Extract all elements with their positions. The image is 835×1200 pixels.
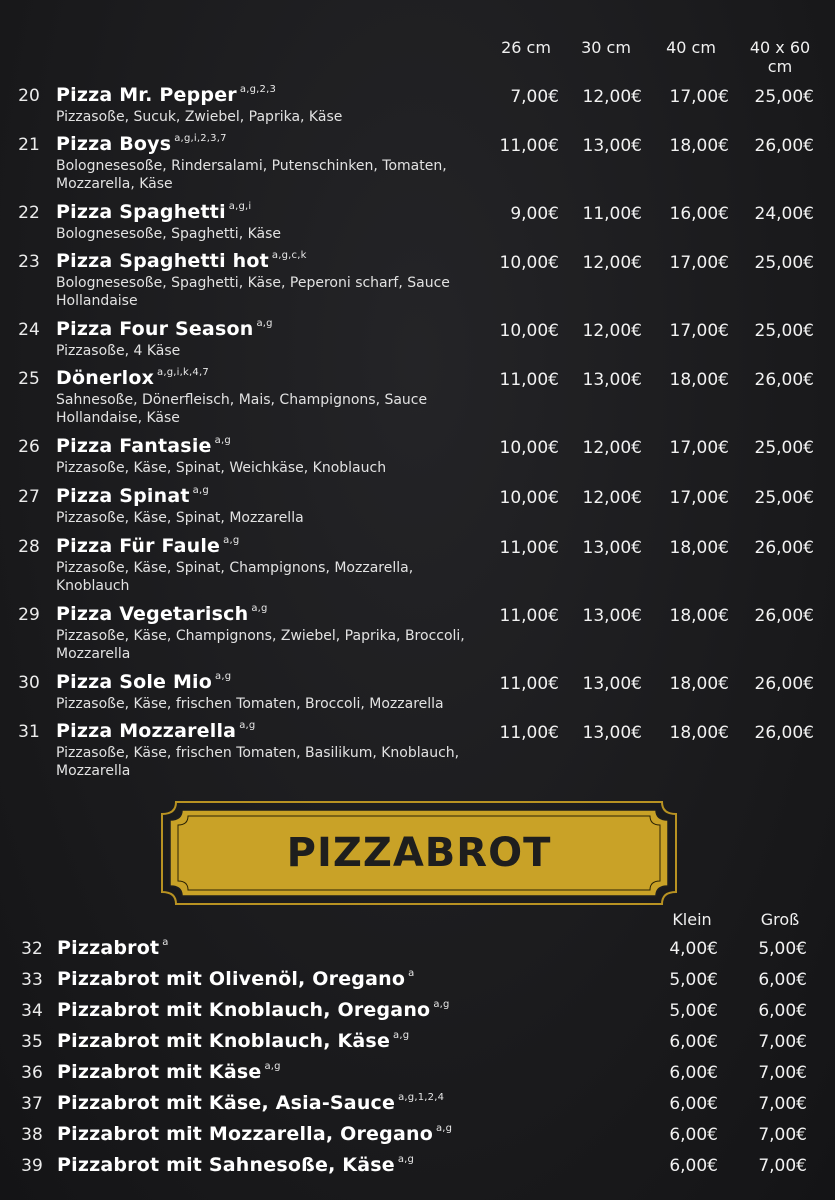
item-description: Pizzasoße, Käse, Champignons, Zwiebel, Paprika, Broccoli, Mozzarella	[56, 628, 465, 662]
item-name-text: Pizza Boys	[56, 133, 172, 155]
size-label: 30 cm	[581, 38, 631, 57]
allergen-codes: a,g,i	[228, 201, 252, 212]
item-number: 37	[21, 1094, 43, 1114]
allergen-codes: a,g	[256, 318, 273, 329]
price-40x60cm: 24,00€	[754, 204, 814, 224]
item-name	[57, 1061, 281, 1083]
price-gross: 6,00€	[758, 1001, 807, 1021]
price-40cm: 16,00€	[669, 204, 729, 224]
price-40cm: 17,00€	[669, 438, 729, 458]
item-name-text: Pizzabrot mit Käse	[57, 1061, 262, 1083]
item-number: 32	[21, 939, 43, 959]
allergen-codes: a,g	[223, 535, 240, 546]
item-name-text: Pizza Mr. Pepper	[56, 84, 237, 106]
menu-item	[0, 201, 835, 250]
item-number: 21	[18, 135, 40, 155]
price-gross: 7,00€	[758, 1125, 807, 1145]
price-26cm: 10,00€	[499, 321, 559, 341]
item-name	[56, 603, 268, 625]
price-26cm: 11,00€	[499, 136, 559, 156]
price-40x60cm: 26,00€	[754, 136, 814, 156]
item-number: 28	[18, 537, 40, 557]
menu-item	[0, 84, 835, 133]
menu-item	[0, 1154, 835, 1185]
price-30cm: 12,00€	[582, 87, 642, 107]
price-30cm: 11,00€	[582, 204, 642, 224]
menu-item	[0, 535, 835, 603]
item-description: Pizzasoße, Käse, frischen Tomaten, Broccoli, Mozzarella	[56, 696, 444, 712]
price-26cm: 7,00€	[510, 87, 559, 107]
price-40cm: 18,00€	[669, 538, 729, 558]
price-gross: 7,00€	[758, 1063, 807, 1083]
price-40cm: 18,00€	[669, 723, 729, 743]
menu-item	[0, 250, 835, 318]
menu-item	[0, 603, 835, 671]
item-description: Pizzasoße, Käse, Spinat, Mozzarella	[56, 510, 304, 526]
price-30cm: 13,00€	[582, 723, 642, 743]
item-number: 26	[18, 437, 40, 457]
size-label: 40 x 60 cm	[749, 38, 811, 76]
item-name	[57, 1154, 414, 1176]
price-klein: 5,00€	[669, 970, 718, 990]
item-name-text: Pizzabrot mit Olivenöl, Oregano	[57, 968, 406, 990]
item-number: 20	[18, 86, 40, 106]
item-number: 30	[18, 673, 40, 693]
item-name	[56, 201, 251, 223]
menu-item	[0, 671, 835, 720]
item-number: 22	[18, 203, 40, 223]
allergen-codes: a,g	[251, 603, 268, 614]
price-klein: 6,00€	[669, 1156, 718, 1176]
price-30cm: 13,00€	[582, 538, 642, 558]
price-26cm: 11,00€	[499, 370, 559, 390]
price-40x60cm: 26,00€	[754, 370, 814, 390]
price-40x60cm: 25,00€	[754, 438, 814, 458]
allergen-codes: a,g	[393, 1030, 410, 1041]
item-number: 33	[21, 970, 43, 990]
menu-item	[0, 1061, 835, 1092]
allergen-codes: a,g,1,2,4	[398, 1092, 445, 1103]
item-name-text: Pizza Für Faule	[56, 535, 221, 557]
item-name-text: Pizza Four Season	[56, 318, 254, 340]
price-gross: 7,00€	[758, 1032, 807, 1052]
allergen-codes: a,g,2,3	[239, 84, 277, 95]
price-40cm: 17,00€	[669, 87, 729, 107]
price-gross: 6,00€	[758, 970, 807, 990]
item-name	[56, 250, 307, 272]
price-klein: 6,00€	[669, 1032, 718, 1052]
size-label: Klein	[672, 910, 712, 929]
price-klein: 5,00€	[669, 1001, 718, 1021]
item-name	[56, 485, 209, 507]
size-label: 26 cm	[501, 38, 551, 57]
allergen-codes: a,g	[397, 1154, 415, 1165]
item-description: Sahnesoße, Dönerfleisch, Mais, Champignons, Sauce Hollandaise, Käse	[56, 392, 428, 426]
item-name	[57, 999, 450, 1021]
item-number: 23	[18, 252, 40, 272]
price-40x60cm: 26,00€	[754, 674, 814, 694]
item-name	[56, 720, 255, 742]
menu-item	[0, 318, 835, 367]
price-gross: 7,00€	[758, 1094, 807, 1114]
allergen-codes: a,g	[215, 671, 232, 682]
allergen-codes: a,g	[192, 485, 209, 496]
price-40cm: 17,00€	[669, 253, 729, 273]
price-26cm: 9,00€	[510, 204, 559, 224]
price-40x60cm: 26,00€	[754, 538, 814, 558]
item-name-text: Pizzabrot mit Mozzarella, Oregano	[57, 1123, 433, 1145]
price-40x60cm: 25,00€	[754, 321, 814, 341]
price-40cm: 18,00€	[669, 606, 729, 626]
menu-item	[0, 435, 835, 485]
price-40cm: 18,00€	[669, 370, 729, 390]
item-name	[56, 535, 239, 557]
price-40cm: 18,00€	[669, 674, 729, 694]
item-name-text: Pizzabrot mit Käse, Asia-Sauce	[57, 1092, 396, 1114]
pizza-list	[0, 84, 835, 788]
price-30cm: 12,00€	[582, 253, 642, 273]
size-label: 40 cm	[666, 38, 716, 57]
item-name-text: Pizza Vegetarisch	[56, 603, 249, 625]
menu-item	[0, 720, 835, 788]
price-klein: 4,00€	[669, 939, 718, 959]
item-description: Pizzasoße, Sucuk, Zwiebel, Paprika, Käse	[56, 109, 343, 125]
allergen-codes: a	[162, 937, 169, 948]
item-number: 38	[21, 1125, 43, 1145]
item-number: 29	[18, 605, 40, 625]
price-gross: 5,00€	[758, 939, 807, 959]
item-name-text: Pizzabrot	[57, 937, 160, 959]
item-name-text: Pizzabrot mit Sahnesoße, Käse	[57, 1154, 395, 1176]
item-description: Bolognesesoße, Rindersalami, Putenschinken, Tomaten, Mozzarella, Käse	[56, 158, 447, 192]
menu-item	[0, 1030, 835, 1061]
item-name	[56, 367, 209, 389]
item-description: Pizzasoße, 4 Käse	[56, 343, 181, 359]
price-30cm: 13,00€	[582, 606, 642, 626]
item-number: 24	[18, 320, 40, 340]
item-name	[57, 1123, 452, 1145]
item-name-text: Pizza Spaghetti hot	[56, 250, 269, 272]
menu-item	[0, 133, 835, 201]
allergen-codes: a,g,c,k	[271, 250, 307, 261]
item-number: 35	[21, 1032, 43, 1052]
price-40cm: 18,00€	[669, 136, 729, 156]
item-name	[57, 1030, 409, 1052]
allergen-codes: a,g	[239, 720, 256, 731]
price-klein: 6,00€	[669, 1094, 718, 1114]
allergen-codes: a,g	[433, 999, 450, 1010]
price-30cm: 13,00€	[582, 674, 642, 694]
item-name	[56, 435, 231, 457]
price-40x60cm: 25,00€	[754, 87, 814, 107]
price-30cm: 12,00€	[582, 321, 642, 341]
pizzabrot-banner	[160, 800, 678, 906]
item-name	[56, 318, 273, 340]
price-26cm: 10,00€	[499, 488, 559, 508]
price-40cm: 17,00€	[669, 321, 729, 341]
item-number: 34	[21, 1001, 43, 1021]
price-30cm: 12,00€	[582, 438, 642, 458]
price-40x60cm: 25,00€	[754, 253, 814, 273]
price-26cm: 10,00€	[499, 438, 559, 458]
item-name	[56, 133, 227, 155]
pizzabrot-list	[0, 937, 835, 1185]
item-name	[56, 671, 231, 693]
allergen-codes: a,g	[214, 435, 231, 446]
menu-item	[0, 367, 835, 435]
section-title: PIZZABROT	[286, 830, 552, 876]
item-description: Pizzasoße, Käse, frischen Tomaten, Basilikum, Knoblauch, Mozzarella	[56, 745, 460, 779]
price-40x60cm: 26,00€	[754, 606, 814, 626]
price-30cm: 12,00€	[582, 488, 642, 508]
item-description: Pizzasoße, Käse, Spinat, Champignons, Mozzarella, Knoblauch	[56, 560, 414, 594]
item-name-text: Pizza Mozzarella	[56, 720, 237, 742]
item-name-text: Pizza Spinat	[56, 485, 190, 507]
item-name-text: Pizza Sole Mio	[56, 671, 213, 693]
item-name-text: Dönerlox	[56, 367, 155, 389]
price-26cm: 11,00€	[499, 606, 559, 626]
price-40x60cm: 25,00€	[754, 488, 814, 508]
price-40cm: 17,00€	[669, 488, 729, 508]
item-description: Bolognesesoße, Spaghetti, Käse	[56, 226, 282, 242]
menu-item	[0, 1123, 835, 1154]
allergen-codes: a,g	[435, 1123, 453, 1134]
price-klein: 6,00€	[669, 1063, 718, 1083]
item-name-text: Pizza Fantasie	[56, 435, 212, 457]
item-number: 39	[21, 1156, 43, 1176]
menu-item	[0, 485, 835, 535]
allergen-codes: a,g,i,k,4,7	[157, 367, 209, 378]
item-name-text: Pizza Spaghetti	[56, 201, 226, 223]
allergen-codes: a,g,i,2,3,7	[174, 133, 227, 144]
item-name	[56, 84, 276, 106]
menu-item	[0, 968, 835, 999]
item-description: Bolognesesoße, Spaghetti, Käse, Peperoni scharf, Sauce Hollandaise	[56, 275, 450, 309]
price-26cm: 11,00€	[499, 538, 559, 558]
size-label: Groß	[760, 910, 800, 929]
price-30cm: 13,00€	[582, 370, 642, 390]
item-number: 36	[21, 1063, 43, 1083]
item-number: 25	[18, 369, 40, 389]
item-name	[57, 968, 414, 990]
price-26cm: 11,00€	[499, 674, 559, 694]
price-gross: 7,00€	[758, 1156, 807, 1176]
pizza-size-header	[0, 38, 835, 82]
menu-item	[0, 937, 835, 968]
price-26cm: 11,00€	[499, 723, 559, 743]
menu-item	[0, 999, 835, 1030]
item-number: 27	[18, 487, 40, 507]
item-number: 31	[18, 722, 40, 742]
item-name-text: Pizzabrot mit Knoblauch, Oregano	[57, 999, 431, 1021]
allergen-codes: a	[408, 968, 415, 979]
item-description: Pizzasoße, Käse, Spinat, Weichkäse, Knoblauch	[56, 460, 387, 476]
item-name	[57, 937, 169, 959]
price-30cm: 13,00€	[582, 136, 642, 156]
price-klein: 6,00€	[669, 1125, 718, 1145]
menu-item	[0, 1092, 835, 1123]
item-name-text: Pizzabrot mit Knoblauch, Käse	[57, 1030, 391, 1052]
item-name	[57, 1092, 444, 1114]
allergen-codes: a,g	[264, 1061, 281, 1072]
price-26cm: 10,00€	[499, 253, 559, 273]
price-40x60cm: 26,00€	[754, 723, 814, 743]
